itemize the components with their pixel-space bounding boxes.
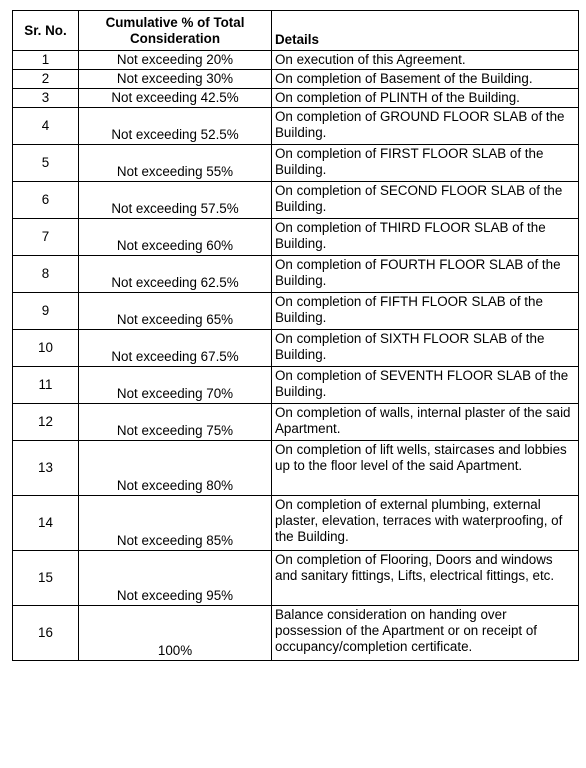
row-sr-no: 13 bbox=[13, 441, 79, 496]
row-cumulative-percent: Not exceeding 20% bbox=[79, 51, 272, 70]
row-sr-no: 9 bbox=[13, 293, 79, 330]
row-cumulative-percent: Not exceeding 70% bbox=[79, 367, 272, 404]
row-cumulative-percent: Not exceeding 55% bbox=[79, 145, 272, 182]
row-cumulative-percent: Not exceeding 52.5% bbox=[79, 108, 272, 145]
row-details: On completion of Basement of the Building. bbox=[272, 70, 579, 89]
row-cumulative-percent: 100% bbox=[79, 606, 272, 661]
row-sr-no: 7 bbox=[13, 219, 79, 256]
table-row bbox=[13, 330, 579, 367]
row-details: On completion of lift wells, staircases and lobbies up to the floor level of the said Apartment. bbox=[272, 441, 579, 496]
row-cumulative-percent: Not exceeding 42.5% bbox=[79, 89, 272, 108]
row-details: On completion of FIRST FLOOR SLAB of the Building. bbox=[272, 145, 579, 182]
row-sr-no: 14 bbox=[13, 496, 79, 551]
row-details: On execution of this Agreement. bbox=[272, 51, 579, 70]
row-sr-no: 6 bbox=[13, 182, 79, 219]
row-cumulative-percent: Not exceeding 62.5% bbox=[79, 256, 272, 293]
row-details: On completion of FOURTH FLOOR SLAB of the Building. bbox=[272, 256, 579, 293]
header-sr-no: Sr. No. bbox=[13, 11, 79, 51]
row-details: On completion of THIRD FLOOR SLAB of the Building. bbox=[272, 219, 579, 256]
table-row bbox=[13, 89, 579, 108]
row-cumulative-percent: Not exceeding 65% bbox=[79, 293, 272, 330]
row-sr-no: 8 bbox=[13, 256, 79, 293]
row-cumulative-percent: Not exceeding 85% bbox=[79, 496, 272, 551]
table-row bbox=[13, 441, 579, 496]
row-cumulative-percent: Not exceeding 95% bbox=[79, 551, 272, 606]
row-details: On completion of GROUND FLOOR SLAB of the Building. bbox=[272, 108, 579, 145]
table-row bbox=[13, 404, 579, 441]
row-sr-no: 16 bbox=[13, 606, 79, 661]
table-row bbox=[13, 606, 579, 661]
table-row bbox=[13, 293, 579, 330]
row-details: On completion of external plumbing, external plaster, elevation, terraces with waterproofing, of the Building. bbox=[272, 496, 579, 551]
row-sr-no: 5 bbox=[13, 145, 79, 182]
header-cumulative-percent: Cumulative % of Total Consideration bbox=[79, 11, 272, 51]
table-row bbox=[13, 145, 579, 182]
table-row bbox=[13, 219, 579, 256]
table-row bbox=[13, 551, 579, 606]
row-sr-no: 1 bbox=[13, 51, 79, 70]
table-row bbox=[13, 496, 579, 551]
row-details: On completion of SEVENTH FLOOR SLAB of the Building. bbox=[272, 367, 579, 404]
row-details: On completion of Flooring, Doors and windows and sanitary fittings, Lifts, electrical fittings, etc. bbox=[272, 551, 579, 606]
table-row bbox=[13, 70, 579, 89]
table-row bbox=[13, 51, 579, 70]
row-sr-no: 4 bbox=[13, 108, 79, 145]
row-details: On completion of SIXTH FLOOR SLAB of the Building. bbox=[272, 330, 579, 367]
row-cumulative-percent: Not exceeding 60% bbox=[79, 219, 272, 256]
row-sr-no: 12 bbox=[13, 404, 79, 441]
row-cumulative-percent: Not exceeding 67.5% bbox=[79, 330, 272, 367]
payment-schedule-table bbox=[12, 10, 579, 661]
table-row bbox=[13, 367, 579, 404]
table-row bbox=[13, 108, 579, 145]
row-details: On completion of SECOND FLOOR SLAB of the Building. bbox=[272, 182, 579, 219]
row-details: On completion of PLINTH of the Building. bbox=[272, 89, 579, 108]
row-cumulative-percent: Not exceeding 30% bbox=[79, 70, 272, 89]
row-sr-no: 2 bbox=[13, 70, 79, 89]
row-sr-no: 15 bbox=[13, 551, 79, 606]
row-details: Balance consideration on handing over possession of the Apartment or on receipt of occupancy/completion certificate. bbox=[272, 606, 579, 661]
row-cumulative-percent: Not exceeding 80% bbox=[79, 441, 272, 496]
table-row bbox=[13, 256, 579, 293]
row-details: On completion of FIFTH FLOOR SLAB of the Building. bbox=[272, 293, 579, 330]
row-cumulative-percent: Not exceeding 75% bbox=[79, 404, 272, 441]
table-row bbox=[13, 182, 579, 219]
table-header-row bbox=[13, 11, 579, 51]
row-details: On completion of walls, internal plaster of the said Apartment. bbox=[272, 404, 579, 441]
row-sr-no: 11 bbox=[13, 367, 79, 404]
row-sr-no: 3 bbox=[13, 89, 79, 108]
row-sr-no: 10 bbox=[13, 330, 79, 367]
header-details: Details bbox=[272, 11, 579, 51]
row-cumulative-percent: Not exceeding 57.5% bbox=[79, 182, 272, 219]
